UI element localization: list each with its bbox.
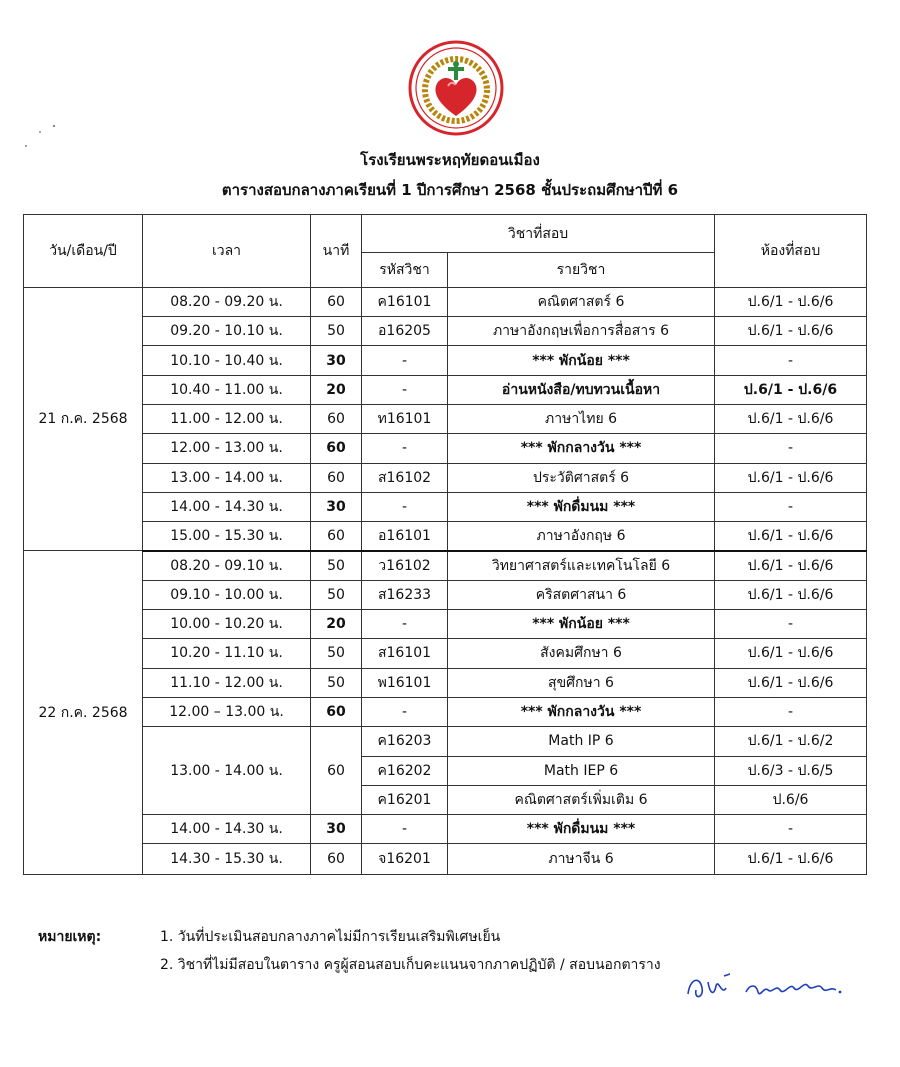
table-row	[24, 434, 867, 463]
time-cell: 10.20 - 11.10 น.	[143, 639, 311, 668]
subject-cell: Math IP 6	[448, 727, 715, 756]
subject-cell: คริสตศาสนา 6	[448, 580, 715, 609]
time-cell: 13.00 - 14.00 น.	[143, 463, 311, 492]
room-cell: ป.6/1 - ป.6/6	[715, 522, 867, 551]
header-minutes: นาที	[311, 215, 362, 288]
minutes-cell: 50	[311, 668, 362, 697]
subject-cell: *** พักน้อย ***	[448, 346, 715, 375]
code-cell: อ16101	[362, 522, 448, 551]
table-row	[24, 404, 867, 433]
subject-cell: อ่านหนังสือ/ทบทวนเนื้อหา	[448, 375, 715, 404]
time-cell: 14.30 - 15.30 น.	[143, 844, 311, 875]
minutes-cell: 30	[311, 815, 362, 844]
time-cell: 14.00 - 14.30 น.	[143, 492, 311, 521]
minutes-cell: 20	[311, 610, 362, 639]
table-row	[24, 463, 867, 492]
table-row	[24, 551, 867, 580]
signature	[680, 968, 850, 1008]
table-row	[24, 815, 867, 844]
minutes-cell: 60	[311, 697, 362, 726]
header-subject: วิชาที่สอบ	[362, 215, 715, 253]
room-cell: ป.6/6	[715, 785, 867, 814]
table-row	[24, 492, 867, 521]
time-cell: 14.00 - 14.30 น.	[143, 815, 311, 844]
subject-cell: ภาษาอังกฤษเพื่อการสื่อสาร 6	[448, 317, 715, 346]
room-cell: ป.6/1 - ป.6/6	[715, 317, 867, 346]
header-date: วัน/เดือน/ปี	[24, 215, 143, 288]
room-cell: ป.6/1 - ป.6/6	[715, 551, 867, 580]
code-cell: -	[362, 697, 448, 726]
header-name: รายวิชา	[448, 253, 715, 287]
room-cell: ป.6/1 - ป.6/6	[715, 668, 867, 697]
time-cell: 09.20 - 10.10 น.	[143, 317, 311, 346]
minutes-cell: 60	[311, 463, 362, 492]
school-logo	[408, 40, 504, 136]
code-cell: -	[362, 375, 448, 404]
table-row	[24, 317, 867, 346]
subject-cell: *** พักกลางวัน ***	[448, 434, 715, 463]
time-cell: 11.00 - 12.00 น.	[143, 404, 311, 433]
page-subtitle: ตารางสอบกลางภาคเรียนที่ 1 ปีการศึกษา 2568 ชั้นประถมศึกษาปีที่ 6	[221, 181, 679, 199]
subject-cell: คณิตศาสตร์เพิ่มเติม 6	[448, 785, 715, 814]
time-cell: 08.20 - 09.20 น.	[143, 287, 311, 316]
time-cell: 10.00 - 10.20 น.	[143, 610, 311, 639]
subject-cell: Math IEP 6	[448, 756, 715, 785]
time-cell: 10.40 - 11.00 น.	[143, 375, 311, 404]
table-row	[24, 610, 867, 639]
table-row	[24, 697, 867, 726]
subject-cell: สังคมศึกษา 6	[448, 639, 715, 668]
room-cell: ป.6/1 - ป.6/6	[715, 375, 867, 404]
code-cell: -	[362, 815, 448, 844]
code-cell: อ16205	[362, 317, 448, 346]
subject-cell: ภาษาจีน 6	[448, 844, 715, 875]
minutes-cell: 60	[311, 522, 362, 551]
notes-label: หมายเหตุ:	[38, 929, 102, 945]
room-cell: ป.6/3 - ป.6/5	[715, 756, 867, 785]
minutes-cell: 50	[311, 639, 362, 668]
table-row	[24, 668, 867, 697]
table-row	[24, 727, 867, 756]
code-cell: ค16201	[362, 785, 448, 814]
table-row	[24, 844, 867, 875]
subject-cell: สุขศึกษา 6	[448, 668, 715, 697]
subject-cell: *** พักดื่มนม ***	[448, 815, 715, 844]
subject-cell: *** พักน้อย ***	[448, 610, 715, 639]
minutes-cell: 30	[311, 492, 362, 521]
room-cell: -	[715, 492, 867, 521]
minutes-cell: 60	[311, 434, 362, 463]
minutes-cell: 50	[311, 317, 362, 346]
code-cell: ค16202	[362, 756, 448, 785]
minutes-cell: 60	[311, 404, 362, 433]
time-cell: 12.00 - 13.00 น.	[143, 434, 311, 463]
room-cell: ป.6/1 - ป.6/2	[715, 727, 867, 756]
code-cell: ว16102	[362, 551, 448, 580]
code-cell: ส16101	[362, 639, 448, 668]
subject-cell: *** พักกลางวัน ***	[448, 697, 715, 726]
table-row	[24, 522, 867, 551]
code-cell: ค16203	[362, 727, 448, 756]
code-cell: ส16102	[362, 463, 448, 492]
date-cell: 21 ก.ค. 2568	[24, 287, 143, 551]
subject-cell: วิทยาศาสตร์และเทคโนโลยี 6	[448, 551, 715, 580]
time-cell: 10.10 - 10.40 น.	[143, 346, 311, 375]
code-cell: -	[362, 346, 448, 375]
room-cell: -	[715, 346, 867, 375]
time-cell: 11.10 - 12.00 น.	[143, 668, 311, 697]
subject-cell: ภาษาอังกฤษ 6	[448, 522, 715, 551]
minutes-cell: 50	[311, 580, 362, 609]
room-cell: ป.6/1 - ป.6/6	[715, 639, 867, 668]
code-cell: -	[362, 610, 448, 639]
minutes-cell: 60	[311, 287, 362, 316]
time-cell: 12.00 – 13.00 น.	[143, 697, 311, 726]
time-cell: 13.00 - 14.00 น.	[143, 727, 311, 815]
room-cell: ป.6/1 - ป.6/6	[715, 580, 867, 609]
code-cell: ท16101	[362, 404, 448, 433]
note-item: 2. วิชาที่ไม่มีสอบในตาราง ครูผู้สอนสอบเก็บคะแนนจากภาคปฏิบัติ / สอบนอกตาราง	[160, 957, 661, 973]
decorative-dots	[18, 120, 68, 150]
room-cell: -	[715, 434, 867, 463]
minutes-cell: 20	[311, 375, 362, 404]
minutes-cell: 60	[311, 727, 362, 815]
subject-cell: ภาษาไทย 6	[448, 404, 715, 433]
minutes-cell: 60	[311, 844, 362, 875]
minutes-cell: 50	[311, 551, 362, 580]
code-cell: -	[362, 434, 448, 463]
code-cell: ส16233	[362, 580, 448, 609]
code-cell: -	[362, 492, 448, 521]
subject-cell: *** พักดื่มนม ***	[448, 492, 715, 521]
exam-schedule-table	[23, 214, 867, 875]
room-cell: -	[715, 697, 867, 726]
date-cell: 22 ก.ค. 2568	[24, 551, 143, 875]
table-row	[24, 375, 867, 404]
header-room: ห้องที่สอบ	[715, 215, 867, 288]
header-time: เวลา	[143, 215, 311, 288]
minutes-cell: 30	[311, 346, 362, 375]
table-row	[24, 346, 867, 375]
header-code: รหัสวิชา	[362, 253, 448, 287]
subject-cell: คณิตศาสตร์ 6	[448, 287, 715, 316]
subject-cell: ประวัติศาสตร์ 6	[448, 463, 715, 492]
time-cell: 15.00 - 15.30 น.	[143, 522, 311, 551]
code-cell: จ16201	[362, 844, 448, 875]
note-item: 1. วันที่ประเมินสอบกลางภาคไม่มีการเรียนเสริมพิเศษเย็น	[160, 929, 501, 945]
table-row	[24, 580, 867, 609]
time-cell: 08.20 - 09.10 น.	[143, 551, 311, 580]
table-row	[24, 639, 867, 668]
room-cell: -	[715, 815, 867, 844]
room-cell: ป.6/1 - ป.6/6	[715, 844, 867, 875]
room-cell: ป.6/1 - ป.6/6	[715, 287, 867, 316]
table-row	[24, 287, 867, 316]
code-cell: ค16101	[362, 287, 448, 316]
school-name: โรงเรียนพระหฤทัยดอนเมือง	[360, 151, 540, 169]
room-cell: -	[715, 610, 867, 639]
code-cell: พ16101	[362, 668, 448, 697]
room-cell: ป.6/1 - ป.6/6	[715, 404, 867, 433]
room-cell: ป.6/1 - ป.6/6	[715, 463, 867, 492]
time-cell: 09.10 - 10.00 น.	[143, 580, 311, 609]
